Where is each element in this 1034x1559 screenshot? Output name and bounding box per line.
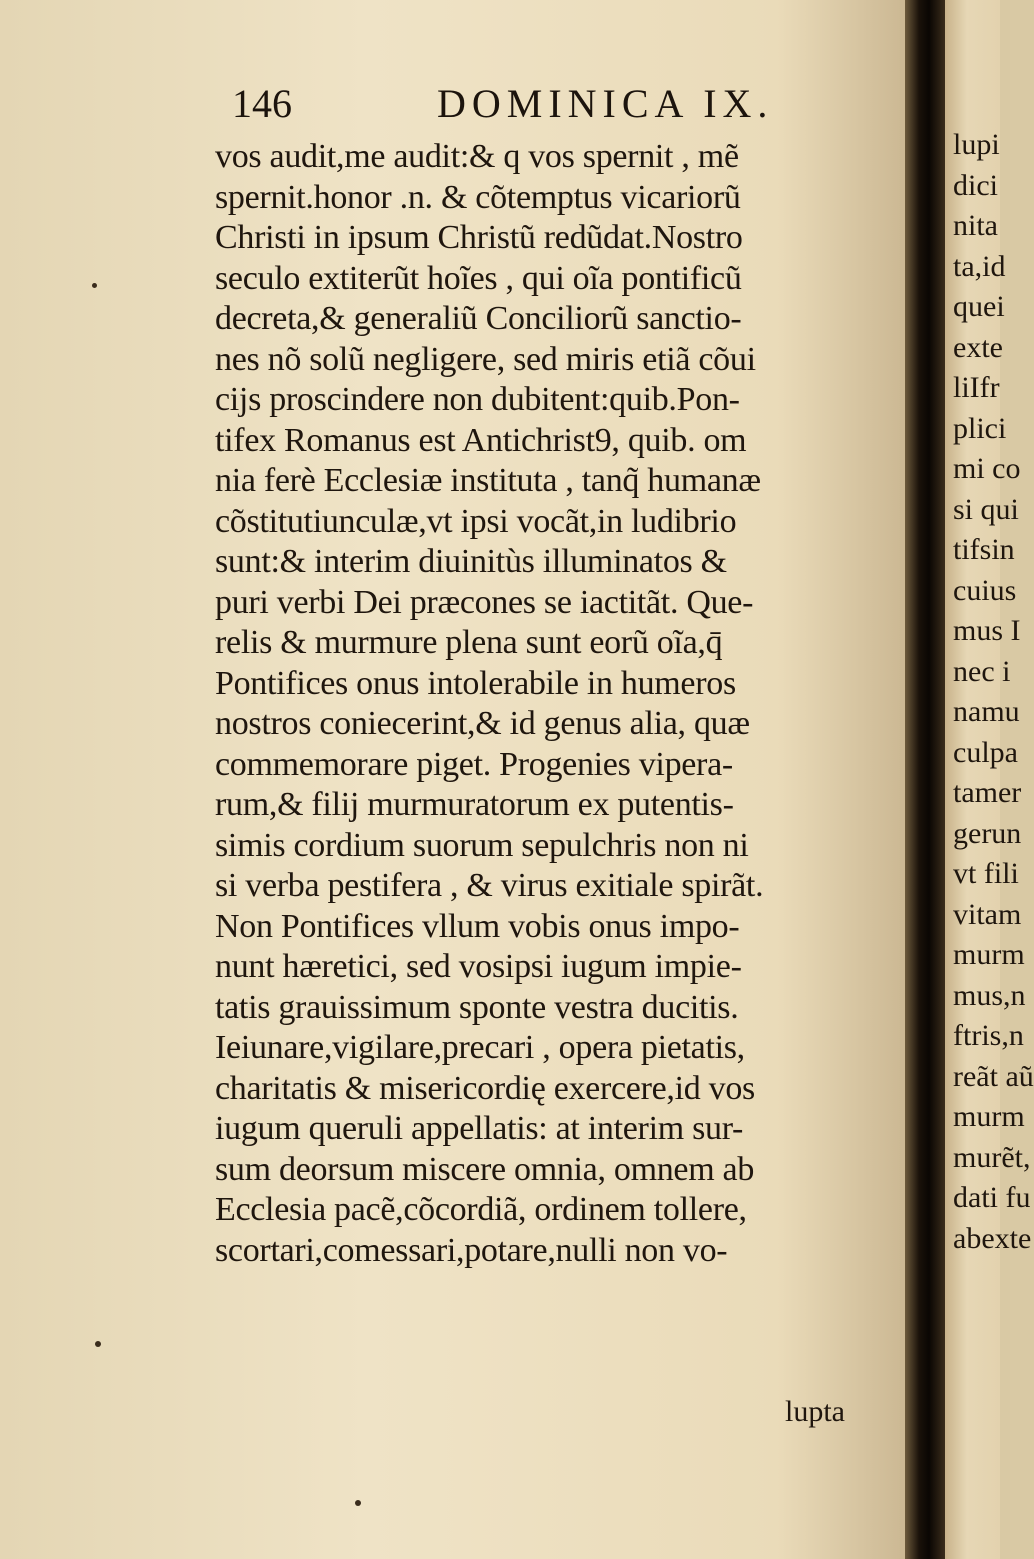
- text-line: charitatis & misericordię exercere,id vos: [215, 1069, 755, 1107]
- text-fragment: nita: [953, 209, 998, 242]
- text-fragment: namu: [953, 695, 1020, 728]
- text-line: iugum queruli appellatis: at interim sur-: [215, 1110, 744, 1147]
- running-title: DOMINICA IX.: [437, 81, 774, 126]
- text-line: Christi in ipsum Christũ redũdat.Nostro: [215, 219, 743, 256]
- text-line: tatis grauissimum sponte vestra ducitis.: [215, 988, 739, 1026]
- right-page: [945, 0, 1034, 1559]
- ink-speck: [92, 283, 97, 288]
- text-fragment: mus I: [953, 614, 1021, 647]
- right-page-text: [953, 125, 1034, 1259]
- text-fragment: dici: [953, 168, 998, 202]
- text-line: nunt hæretici, sed vosipsi iugum impie-: [215, 948, 742, 985]
- text-line: tifex Romanus est Antichrist9, quib. om: [215, 421, 747, 459]
- text-fragment: tifsin: [953, 533, 1015, 566]
- text-fragment: cuius: [953, 573, 1017, 607]
- text-fragment: vt fili: [953, 857, 1019, 890]
- text-fragment: quei: [953, 290, 1005, 323]
- text-line: nes nõ solũ negligere, sed miris etiã cõui: [215, 340, 756, 378]
- text-fragment: ftris,n: [953, 1019, 1024, 1052]
- text-fragment: nec i: [953, 654, 1011, 688]
- text-fragment: plici: [953, 411, 1007, 445]
- text-fragment: liIfr: [953, 371, 1000, 404]
- text-line: decreta,& generaliũ Conciliorũ sanctio-: [215, 300, 742, 337]
- ink-speck: [95, 1341, 101, 1347]
- text-fragment: culpa: [953, 735, 1018, 769]
- text-fragment: lupi: [953, 128, 1000, 161]
- text-fragment: murm: [953, 1100, 1025, 1133]
- text-line: scortari,comessari,potare,nulli non vo-: [215, 1231, 728, 1269]
- text-line: simis cordium suorum sepulchris non ni: [215, 826, 749, 864]
- text-line: Pontifices onus intolerabile in humeros: [215, 664, 736, 702]
- text-line: sunt:& interim diuinitùs illuminatos &: [215, 543, 727, 580]
- body-text: [215, 137, 905, 1271]
- page-number: 146: [232, 81, 292, 126]
- text-line: vos audit,me audit:& q vos spernit , mẽ: [215, 138, 739, 175]
- text-fragment: dati fu: [953, 1181, 1031, 1214]
- text-line: si verba pestifera , & virus exitiale spirãt.: [215, 867, 764, 904]
- text-fragment: murm: [953, 938, 1025, 971]
- text-line: seculo extiterũt hoĩes , qui oĩa pontificũ: [215, 259, 742, 297]
- text-fragment: vitam: [953, 897, 1022, 931]
- text-fragment: si qui: [953, 492, 1019, 526]
- text-fragment: tamer: [953, 776, 1022, 809]
- text-line: Ecclesia pacẽ,cõcordiã, ordinem tollere,: [215, 1191, 747, 1228]
- text-fragment: abexte: [953, 1221, 1032, 1255]
- text-line: nia ferè Ecclesiæ instituta , tanq̃ humanæ: [215, 462, 761, 499]
- text-fragment: reãt aũ: [953, 1059, 1034, 1093]
- text-line: sum deorsum miscere omnia, omnem ab: [215, 1150, 755, 1188]
- text-fragment: exte: [953, 330, 1003, 364]
- text-fragment: mi co: [953, 452, 1021, 485]
- text-line: rum,& filij murmuratorum ex putentis-: [215, 786, 734, 823]
- text-line: cijs proscindere non dubitent:quib.Pon-: [215, 381, 740, 418]
- text-line: Non Pontifices vllum vobis onus impo-: [215, 907, 740, 945]
- text-fragment: gerun: [953, 816, 1022, 850]
- text-fragment: ta,id: [953, 249, 1006, 283]
- text-fragment: mus,n: [953, 978, 1026, 1012]
- book-gutter: [905, 0, 945, 1559]
- text-line: spernit.honor .n. & cõtemptus vicariorũ: [215, 178, 741, 216]
- text-line: cõstitutiunculæ,vt ipsi vocãt,in ludibrio: [215, 502, 737, 540]
- page-header: [232, 80, 872, 140]
- text-line: relis & murmure plena sunt eorũ oĩa,q̄: [215, 624, 723, 661]
- text-line: nostros coniecerint,& id genus alia, quæ: [215, 705, 750, 742]
- ink-speck: [355, 1500, 361, 1506]
- text-line: commemorare piget. Progenies vipera-: [215, 745, 733, 783]
- text-line: Ieiunare,vigilare,precari , opera pietatis,: [215, 1029, 745, 1066]
- catchword: lupta: [785, 1395, 845, 1428]
- text-fragment: murẽt,: [953, 1140, 1031, 1174]
- text-line: puri verbi Dei præcones se iactitãt. Que-: [215, 583, 754, 621]
